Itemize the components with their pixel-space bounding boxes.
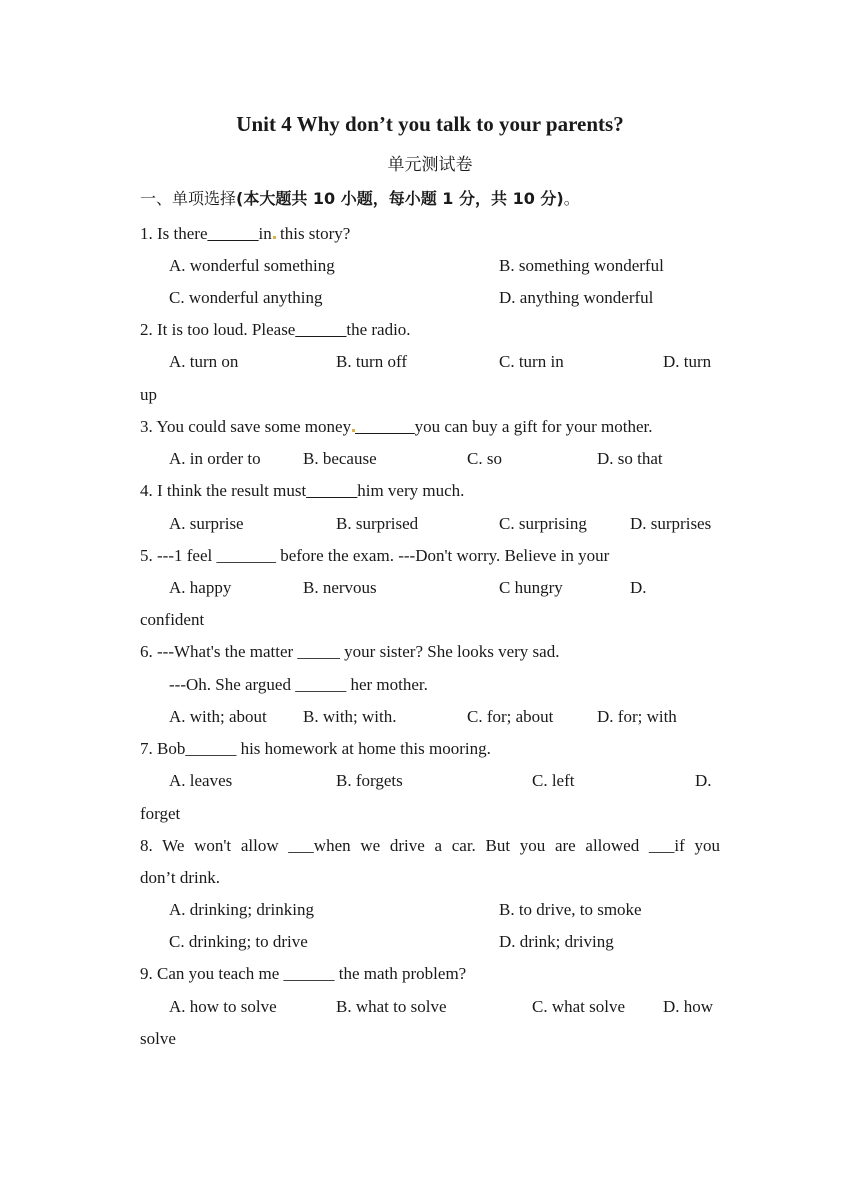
q2-option-d-wrap: up — [140, 385, 157, 404]
q2-option-b: B. turn off — [336, 352, 407, 371]
q1-option-c: C. wonderful anything — [169, 288, 323, 307]
section-suffix: 。 — [563, 189, 580, 208]
question-1-stem — [140, 223, 350, 245]
page-title: Unit 4 Why don’t you talk to your parents? — [236, 112, 624, 136]
q9-option-d-wrap: solve — [140, 1029, 176, 1048]
section-instructions: (本大题共 10 小题，每小题 1 分，共 10 分) — [236, 189, 564, 208]
q5-option-d-wrap: confident — [140, 610, 205, 629]
q3-text-b: you can buy a gift for your mother. — [414, 417, 653, 436]
q6-option-b: B. with; with. — [303, 707, 397, 726]
question-9-stem: 9. Can you teach me ______ the math problem? — [140, 964, 467, 983]
q1-text-a: 1. Is there — [140, 224, 208, 243]
q1-option-b: B. something wonderful — [499, 256, 664, 275]
q8-option-d: D. drink; driving — [499, 932, 614, 951]
q7-option-a: A. leaves — [169, 771, 233, 790]
q2-text-b: the radio. — [346, 320, 411, 339]
q3-blank: _______ — [355, 417, 415, 436]
q3-option-c: C. so — [467, 449, 502, 468]
question-8-stem-2: don’t drink. — [140, 868, 220, 887]
question-8-stem: 8. We won't allow ___when we drive a car. But you are allowed ___if you — [140, 836, 720, 855]
q6-option-a: A. with; about — [169, 707, 267, 726]
q2-option-a: A. turn on — [169, 352, 239, 371]
q9-option-b: B. what to solve — [336, 997, 447, 1016]
q8-option-c: C. drinking; to drive — [169, 932, 308, 951]
question-3-stem — [140, 416, 653, 438]
q3-option-a: A. in order to — [169, 449, 261, 468]
q3-option-d: D. so that — [597, 449, 663, 468]
q4-text-b: him very much. — [357, 481, 465, 500]
q7-option-c: C. left — [532, 771, 575, 790]
question-6-stem-2: ---Oh. She argued ______ her mother. — [169, 675, 428, 694]
q2-blank: ______ — [295, 320, 347, 339]
section-heading — [140, 188, 580, 210]
q4-text-a: 4. I think the result must — [140, 481, 307, 500]
q5-option-d: D. — [630, 578, 647, 597]
q1-text-c: this story? — [275, 224, 351, 243]
q5-option-a: A. happy — [169, 578, 232, 597]
q4-option-a: A. surprise — [169, 514, 244, 533]
q1-text-b: in — [258, 224, 272, 243]
q9-option-d: D. how — [663, 997, 714, 1016]
q4-option-d: D. surprises — [630, 514, 712, 533]
q1-option-a: A. wonderful something — [169, 256, 335, 275]
q3-text-a: 3. You could save some money — [140, 417, 352, 436]
q5-option-b: B. nervous — [303, 578, 377, 597]
q6-option-d: D. for; with — [597, 707, 677, 726]
question-4-stem — [140, 480, 464, 502]
page-subtitle: 单元测试卷 — [387, 155, 473, 175]
section-prefix: 一、单项选择 — [140, 189, 237, 208]
q2-option-d: D. turn — [663, 352, 712, 371]
question-7-stem: 7. Bob______ his homework at home this mooring. — [140, 739, 491, 758]
question-2-stem — [140, 319, 411, 341]
q6-option-c: C. for; about — [467, 707, 554, 726]
question-5-stem: 5. ---1 feel _______ before the exam. ---Don't worry. Believe in your — [140, 546, 610, 565]
q2-text-a: 2. It is too loud. Please — [140, 320, 296, 339]
q3-option-b: B. because — [303, 449, 377, 468]
q5-option-c: C hungry — [499, 578, 563, 597]
q8-option-b: B. to drive, to smoke — [499, 900, 642, 919]
q2-option-c: C. turn in — [499, 352, 564, 371]
q8-option-a: A. drinking; drinking — [169, 900, 314, 919]
q9-option-c: C. what solve — [532, 997, 626, 1016]
q4-blank: ______ — [306, 481, 358, 500]
q4-option-c: C. surprising — [499, 514, 587, 533]
q1-blank: ______ — [207, 224, 259, 243]
q7-option-d-wrap: forget — [140, 804, 181, 823]
question-6-stem: 6. ---What's the matter _____ your sister? She looks very sad. — [140, 642, 560, 661]
q1-option-d: D. anything wonderful — [499, 288, 654, 307]
q7-option-d: D. — [695, 771, 712, 790]
q7-option-b: B. forgets — [336, 771, 403, 790]
q4-option-b: B. surprised — [336, 514, 419, 533]
q9-option-a: A. how to solve — [169, 997, 277, 1016]
